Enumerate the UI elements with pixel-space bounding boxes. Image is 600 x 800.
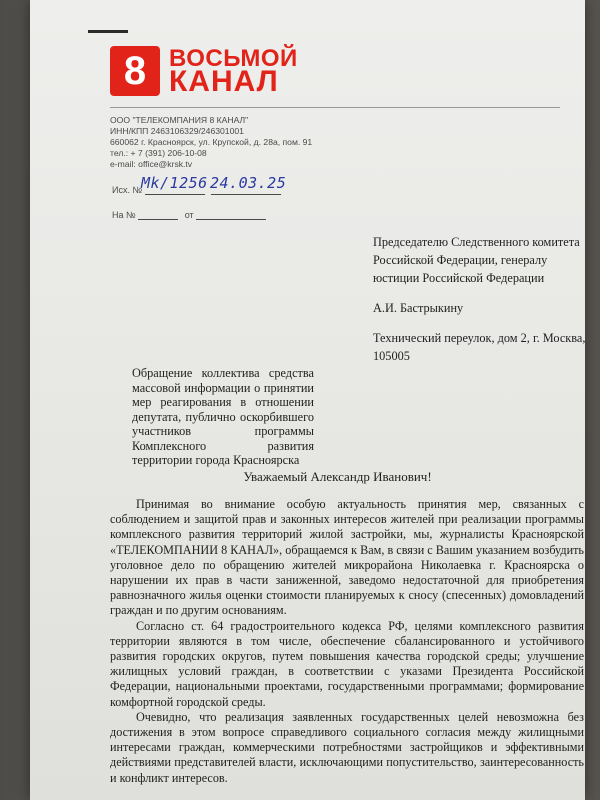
company-phone: тел.: + 7 (391) 206-10-08 (110, 148, 207, 158)
incoming-from-label: от (184, 210, 194, 220)
handwritten-out-number: Mk/1256 (141, 174, 208, 192)
incoming-date-line (196, 209, 266, 220)
incoming-ref-label: На № (112, 210, 136, 220)
addressee-line: Председателю Следственного комитета (373, 235, 580, 249)
logo-text-line2: КАНАЛ (169, 65, 279, 98)
addressee-name: А.И. Бастрыкину (373, 301, 464, 315)
company-email: e-mail: office@krsk.tv (110, 159, 193, 169)
letter-body (110, 497, 584, 786)
incoming-number-line (138, 209, 178, 220)
body-paragraph: Принимая во внимание особую актуальность принятия мер, связанных с соблюдением и защитой прав и законных интересов жителей при реализации программы комплексного развития территорий жилой застройки, мы, журналисты Красноярской «ТЕЛЕКОМПАНИИ 8 КАНАЛ», обращаемся к Вам, в связи с Вашим указанием возбудить уголовное дело по обращению жителей микрорайона Николаевка г. Красноярска о нарушении их прав в части заниженной, заведомо недостаточной для приобретения равнозначного жилья оценки стоимости планируемых к сносу (спесенных) домовладений граждан и по другим основаниям. (110, 497, 584, 618)
company-details (110, 115, 410, 170)
company-address: 660062 г. Красноярск, ул. Крупской, д. 28а, пом. 91 (110, 137, 313, 147)
addressee-address: Технический переулок, дом 2, г. Москва, (373, 331, 586, 345)
body-paragraph: Согласно ст. 64 градостроительного кодекса РФ, целями комплексного развития территории являются в том числе, обеспечение сбалансированного и устойчивого развития городских округов, путем повышения качества городской среды; улучшение жилищных условий граждан, в соответствии с указами Президента Российской Федерации, национальными проектами, государственными программами; формирование комфортной городской среды. (110, 618, 584, 709)
company-name: ООО "ТЕЛЕКОМПАНИЯ 8 КАНАЛ" (110, 115, 249, 125)
addressee-block (373, 233, 593, 365)
logo-text-line1: ВОСЬМОЙ (169, 45, 298, 72)
outgoing-ref-label: Исх. № (112, 185, 143, 195)
addressee-postcode: 105005 (373, 349, 410, 363)
addressee-spacer (373, 287, 593, 299)
addressee-line: юстиции Российской Федерации (373, 271, 545, 285)
letter-subject: Обращение коллектива средства массовой информации о принятии мер реагирования в отношении депутата, публично оскорбившего участников программы Комплексного развития территории города Красноярска (132, 366, 314, 467)
handwritten-out-date: 24.03.25 (210, 174, 287, 192)
addressee-line: Российской Федерации, генералу (373, 253, 548, 267)
channel-logo-mark: 8 (110, 46, 160, 96)
body-paragraph: Очевидно, что реализация заявленных государственных целей невозможна без достижения в этом вопросе справедливого социального согласия между жилищными интересами граждан, коммерческими потребностями застройщиков и эффективными действиями представителей власти, исключающими попустительство, заинтересованность и конфликт интересов. (110, 709, 584, 785)
letter-page (30, 0, 585, 800)
addressee-spacer (373, 317, 593, 329)
letter-greeting: Уважаемый Александр Иванович! (243, 469, 432, 484)
header-divider (110, 107, 560, 108)
company-inn: ИНН/КПП 2463106329/246301001 (110, 126, 244, 136)
incoming-ref-row (112, 209, 266, 220)
top-mark (88, 30, 128, 33)
